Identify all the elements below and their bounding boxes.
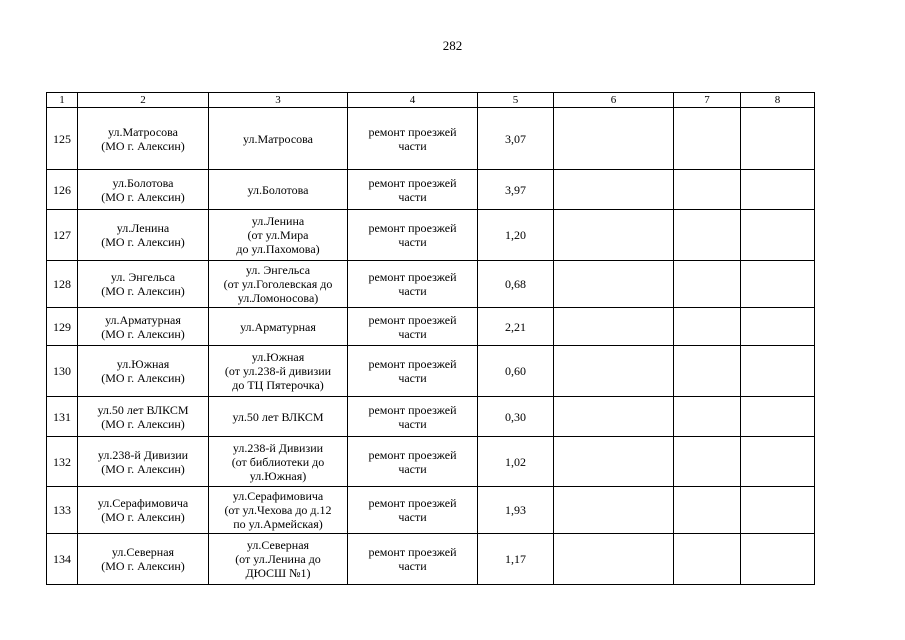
- section-cell-line: ул.Ломоносова): [237, 291, 319, 305]
- street-cell: [78, 437, 209, 487]
- column-header: 5: [478, 93, 554, 108]
- street-cell: [78, 261, 209, 308]
- work-type-cell-line: части: [398, 416, 427, 431]
- column-header: 7: [674, 93, 741, 108]
- section-cell-line: (от ул.Ленина до: [235, 552, 321, 566]
- street-cell-line: (МО г. Алексин): [101, 235, 185, 249]
- section-cell-line: ул.Северная: [246, 538, 310, 552]
- empty-cell-6: [554, 346, 674, 397]
- work-type-cell: [348, 437, 478, 487]
- row-number-cell: 127: [47, 210, 78, 261]
- page-number: 282: [442, 38, 463, 53]
- empty-cell-7: [674, 397, 741, 437]
- empty-cell-6: [554, 210, 674, 261]
- work-type-cell-line: ремонт проезжей: [368, 270, 457, 284]
- table-row: [47, 534, 815, 585]
- empty-cell-7: [674, 308, 741, 346]
- empty-cell-8: [741, 308, 815, 346]
- table-body: [47, 108, 815, 585]
- row-number-cell: 133: [47, 487, 78, 534]
- section-cell: [209, 534, 348, 585]
- section-cell-line: (от ул.Мира: [247, 228, 309, 242]
- section-cell-line: ул.Арматурная: [240, 319, 316, 334]
- road-repair-table: [46, 92, 815, 585]
- section-cell: [209, 108, 348, 170]
- empty-cell-7: [674, 437, 741, 487]
- street-cell-line: ул.Южная: [116, 357, 170, 371]
- work-type-cell: [348, 397, 478, 437]
- column-header: 8: [741, 93, 815, 108]
- work-type-cell-line: ремонт проезжей: [368, 221, 457, 235]
- length-cell: 1,93: [478, 487, 554, 534]
- section-cell-line: (от библиотеки до: [231, 454, 325, 469]
- section-cell-line: ул.50 лет ВЛКСМ: [232, 409, 324, 424]
- length-cell: 0,30: [478, 397, 554, 437]
- empty-cell-8: [741, 346, 815, 397]
- length-cell: 2,21: [478, 308, 554, 346]
- section-cell-line: ул.Матросова: [243, 131, 313, 146]
- empty-cell-6: [554, 437, 674, 487]
- work-type-cell: [348, 487, 478, 534]
- table-row: [47, 108, 815, 170]
- section-cell: [209, 261, 348, 308]
- section-cell: [209, 308, 348, 346]
- street-cell-line: ул.Северная: [111, 545, 175, 559]
- street-cell-line: (МО г. Алексин): [101, 138, 185, 153]
- empty-cell-7: [674, 261, 741, 308]
- column-header: 4: [348, 93, 478, 108]
- table-row: [47, 397, 815, 437]
- empty-cell-8: [741, 108, 815, 170]
- work-type-cell-line: части: [398, 189, 427, 204]
- work-type-cell: [348, 108, 478, 170]
- column-header: 6: [554, 93, 674, 108]
- column-header: 2: [78, 93, 209, 108]
- empty-cell-7: [674, 346, 741, 397]
- section-cell-line: ул.Серафимовича: [232, 489, 324, 503]
- street-cell-line: (МО г. Алексин): [101, 189, 185, 204]
- section-cell-line: ул. Энгельса: [245, 263, 311, 277]
- street-cell-line: ул.Ленина: [116, 221, 170, 235]
- empty-cell-6: [554, 170, 674, 210]
- street-cell-line: (МО г. Алексин): [101, 371, 185, 385]
- row-number-cell: 129: [47, 308, 78, 346]
- row-number-cell: 128: [47, 261, 78, 308]
- table-row: [47, 437, 815, 487]
- section-cell-line: (от ул.Гоголевская до: [223, 277, 333, 291]
- street-cell-line: (МО г. Алексин): [101, 461, 185, 476]
- empty-cell-6: [554, 487, 674, 534]
- street-cell: [78, 346, 209, 397]
- work-type-cell-line: ремонт проезжей: [368, 496, 457, 510]
- empty-cell-8: [741, 261, 815, 308]
- table-row: [47, 308, 815, 346]
- empty-cell-7: [674, 108, 741, 170]
- table-row: [47, 346, 815, 397]
- row-number-cell: 132: [47, 437, 78, 487]
- empty-cell-6: [554, 261, 674, 308]
- length-cell: 3,07: [478, 108, 554, 170]
- street-cell-line: (МО г. Алексин): [101, 326, 185, 341]
- section-cell: [209, 210, 348, 261]
- section-cell: [209, 397, 348, 437]
- section-cell: [209, 437, 348, 487]
- empty-cell-7: [674, 487, 741, 534]
- section-cell: [209, 346, 348, 397]
- street-cell: [78, 210, 209, 261]
- empty-cell-7: [674, 534, 741, 585]
- table-row: [47, 210, 815, 261]
- section-cell-line: ДЮСШ №1): [245, 566, 311, 580]
- street-cell-line: ул.238-й Дивизии: [97, 447, 189, 462]
- work-type-cell-line: части: [398, 559, 427, 573]
- work-type-cell-line: части: [398, 510, 427, 524]
- street-cell-line: ул.Арматурная: [105, 312, 181, 327]
- length-cell: 1,20: [478, 210, 554, 261]
- street-cell: [78, 487, 209, 534]
- work-type-cell-line: ремонт проезжей: [368, 545, 457, 559]
- length-cell: 0,60: [478, 346, 554, 397]
- work-type-cell: [348, 261, 478, 308]
- work-type-cell-line: ремонт проезжей: [368, 312, 457, 327]
- length-cell: 0,68: [478, 261, 554, 308]
- empty-cell-6: [554, 534, 674, 585]
- table-row: [47, 487, 815, 534]
- row-number-cell: 126: [47, 170, 78, 210]
- street-cell-line: (МО г. Алексин): [101, 284, 185, 298]
- street-cell: [78, 170, 209, 210]
- empty-cell-8: [741, 397, 815, 437]
- work-type-cell-line: части: [398, 138, 427, 153]
- street-cell-line: (МО г. Алексин): [101, 559, 185, 573]
- empty-cell-8: [741, 534, 815, 585]
- work-type-cell: [348, 210, 478, 261]
- empty-cell-6: [554, 108, 674, 170]
- empty-cell-7: [674, 210, 741, 261]
- work-type-cell-line: части: [398, 284, 427, 298]
- street-cell-line: ул.Болотова: [112, 175, 174, 190]
- work-type-cell-line: части: [398, 371, 427, 385]
- table-row: [47, 170, 815, 210]
- section-cell: [209, 170, 348, 210]
- empty-cell-8: [741, 437, 815, 487]
- work-type-cell: [348, 346, 478, 397]
- empty-cell-7: [674, 170, 741, 210]
- street-cell: [78, 108, 209, 170]
- work-type-cell-line: ремонт проезжей: [368, 175, 457, 190]
- empty-cell-6: [554, 308, 674, 346]
- street-cell-line: ул.Матросова: [108, 124, 178, 139]
- row-number-cell: 134: [47, 534, 78, 585]
- length-cell: 1,17: [478, 534, 554, 585]
- street-cell-line: ул.50 лет ВЛКСМ: [97, 402, 189, 417]
- work-type-cell-line: ремонт проезжей: [368, 357, 457, 371]
- column-header: 1: [47, 93, 78, 108]
- section-cell-line: (от ул.238-й дивизии: [224, 364, 332, 378]
- section-cell-line: ул.Южная: [251, 350, 305, 364]
- work-type-cell: [348, 308, 478, 346]
- section-cell-line: по ул.Армейская): [233, 517, 323, 531]
- header-row: [47, 93, 815, 108]
- empty-cell-8: [741, 170, 815, 210]
- section-cell-line: ул.238-й Дивизии: [232, 440, 324, 455]
- section-cell-line: до ул.Пахомова): [236, 242, 320, 256]
- work-type-cell-line: части: [398, 461, 427, 476]
- street-cell-line: (МО г. Алексин): [101, 416, 185, 431]
- street-cell-line: (МО г. Алексин): [101, 510, 185, 524]
- section-cell-line: (от ул.Чехова до д.12: [224, 503, 332, 517]
- street-cell-line: ул.Серафимовича: [97, 496, 189, 510]
- table-row: [47, 261, 815, 308]
- section-cell-line: ул.Болотова: [247, 182, 309, 197]
- street-cell: [78, 397, 209, 437]
- row-number-cell: 125: [47, 108, 78, 170]
- street-cell: [78, 308, 209, 346]
- empty-cell-6: [554, 397, 674, 437]
- street-cell-line: ул. Энгельса: [110, 270, 176, 284]
- work-type-cell-line: ремонт проезжей: [368, 124, 457, 139]
- row-number-cell: 130: [47, 346, 78, 397]
- length-cell: 1,02: [478, 437, 554, 487]
- work-type-cell: [348, 534, 478, 585]
- length-cell: 3,97: [478, 170, 554, 210]
- empty-cell-8: [741, 487, 815, 534]
- street-cell: [78, 534, 209, 585]
- work-type-cell-line: ремонт проезжей: [368, 402, 457, 417]
- work-type-cell-line: части: [398, 235, 427, 249]
- section-cell-line: ул.Ленина: [251, 214, 305, 228]
- section-cell-line: до ТЦ Пятерочка): [232, 378, 324, 392]
- empty-cell-8: [741, 210, 815, 261]
- column-header: 3: [209, 93, 348, 108]
- work-type-cell: [348, 170, 478, 210]
- row-number-cell: 131: [47, 397, 78, 437]
- work-type-cell-line: ремонт проезжей: [368, 447, 457, 462]
- section-cell: [209, 487, 348, 534]
- section-cell-line: ул.Южная): [249, 468, 307, 483]
- work-type-cell-line: части: [398, 326, 427, 341]
